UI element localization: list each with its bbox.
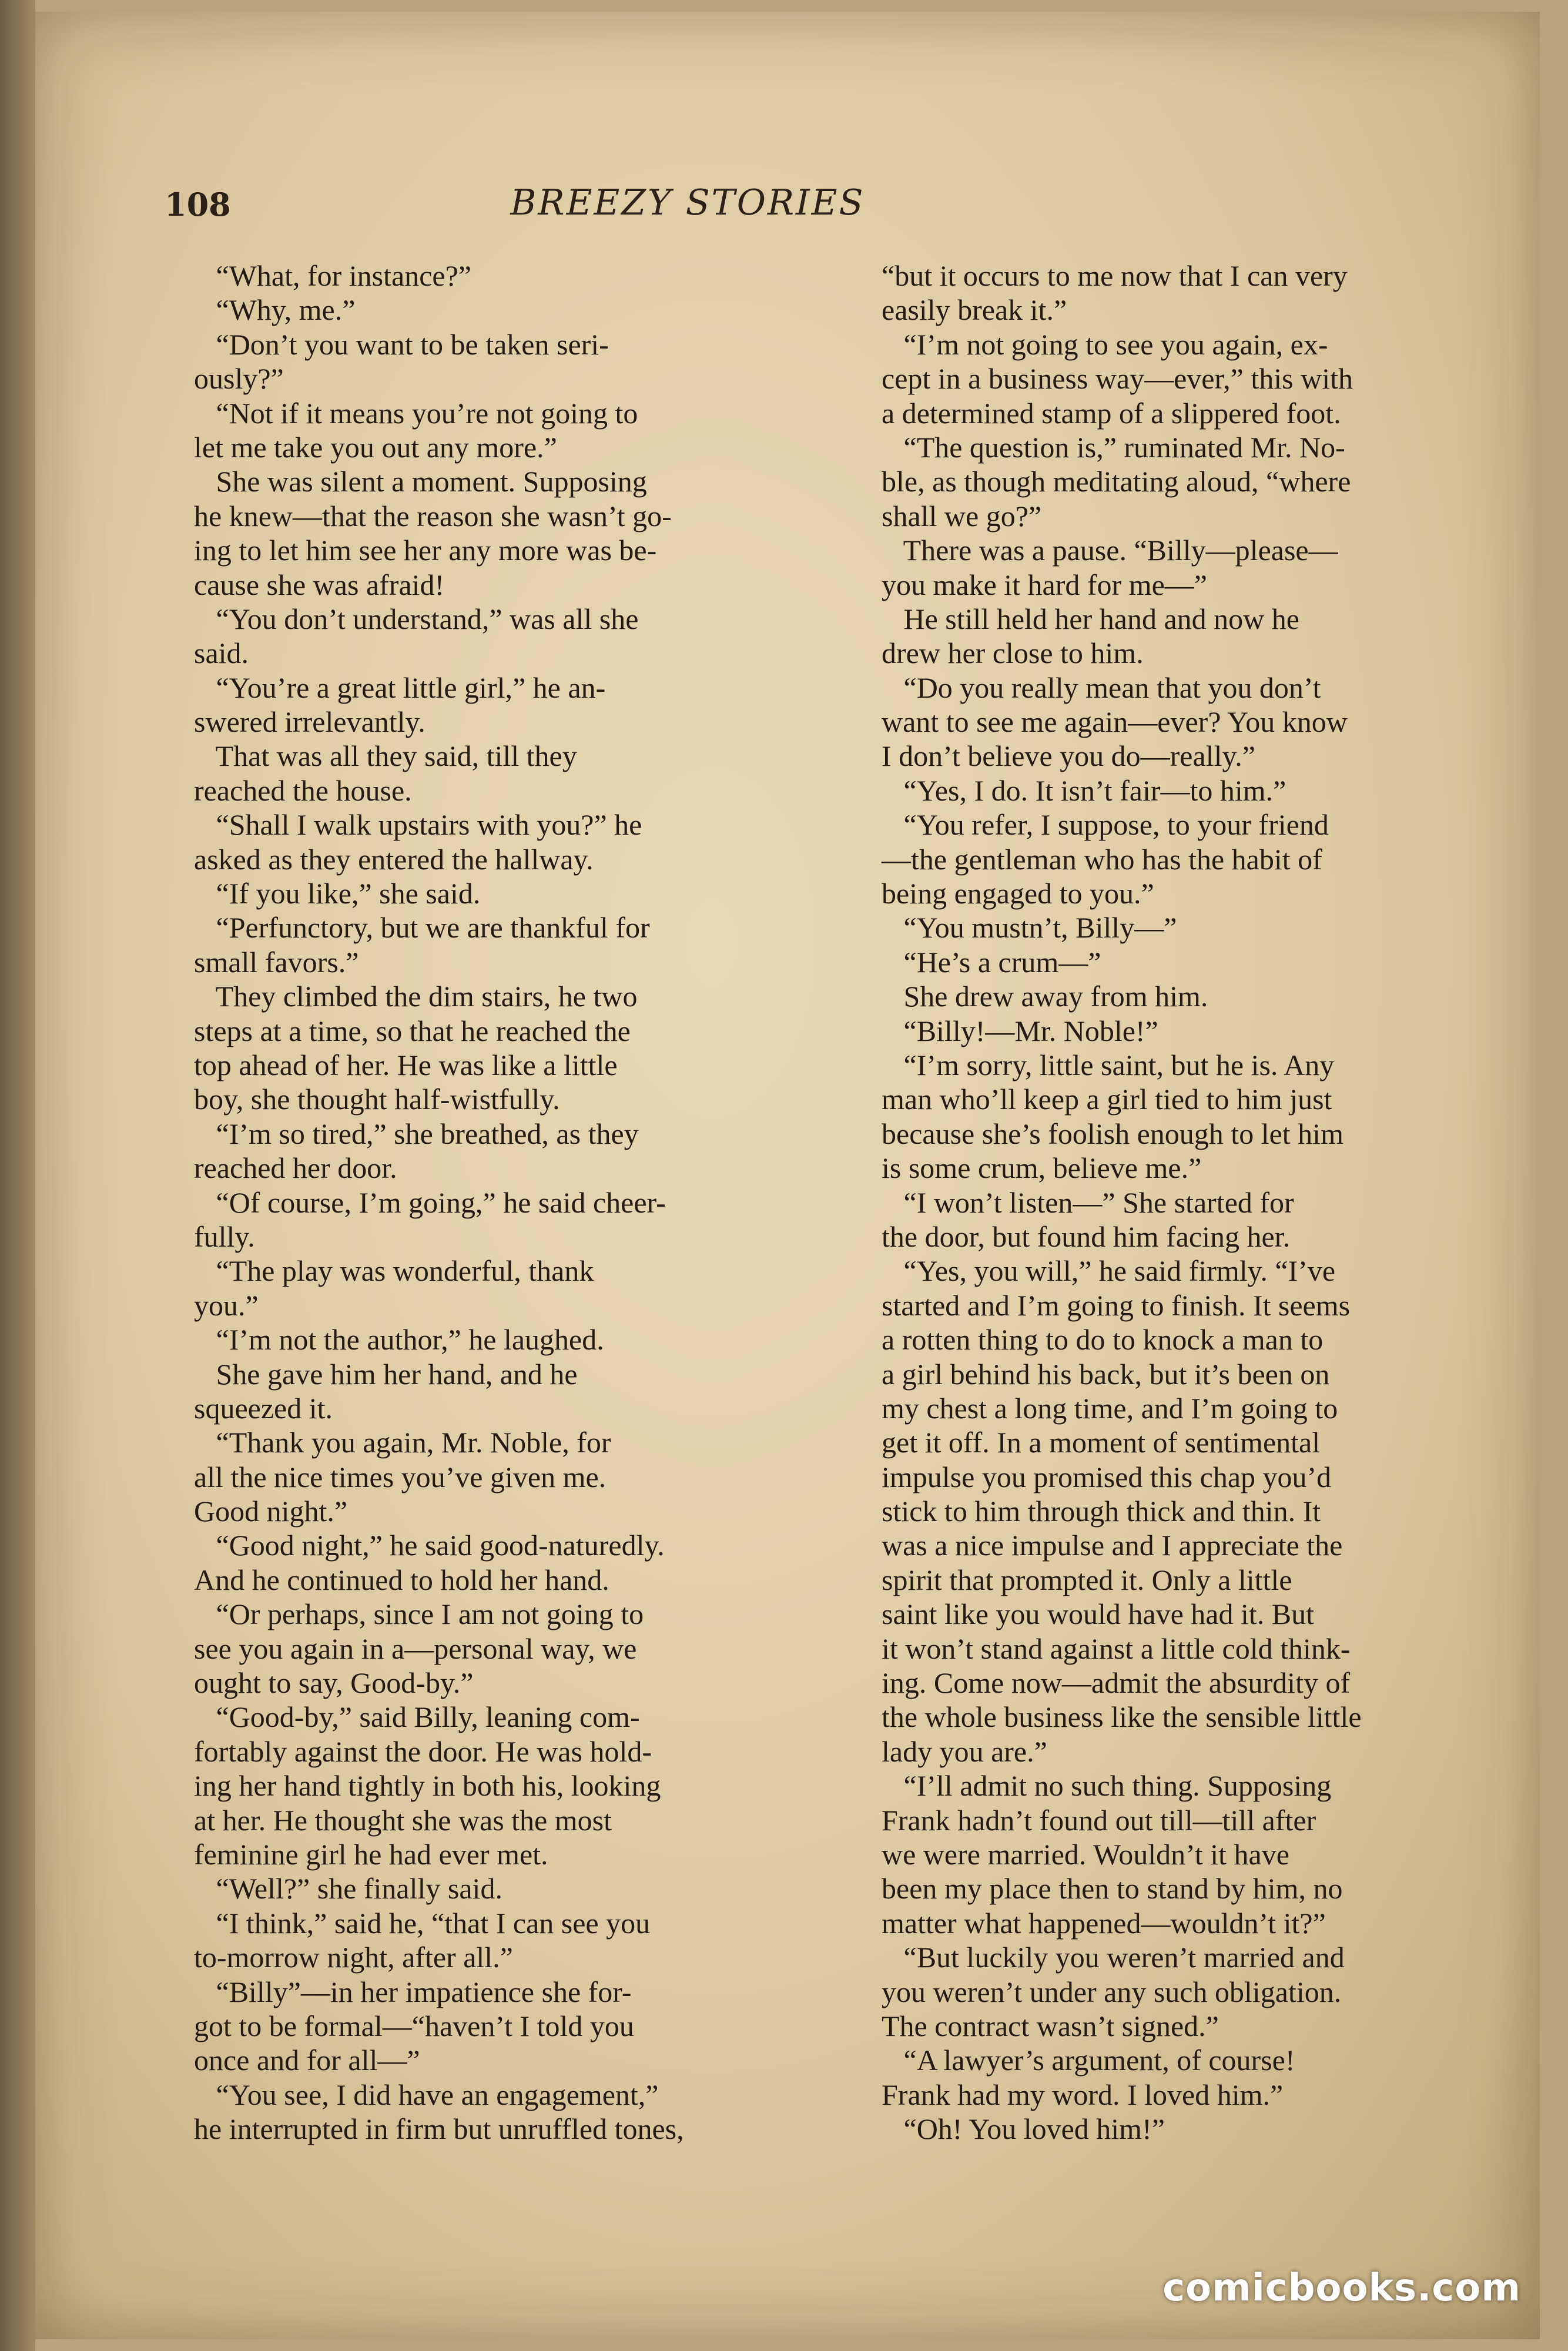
text-line: “Why, me.” xyxy=(194,293,356,327)
text-line: “Good night,” he said good-naturedly. xyxy=(194,1529,665,1562)
text-line: “The question is,” ruminated Mr. No- xyxy=(882,430,1345,464)
text-line: was a nice impulse and I appreciate the xyxy=(882,1529,1343,1562)
text-line: once and for all—” xyxy=(194,2044,420,2077)
text-line: you make it hard for me—” xyxy=(882,568,1207,601)
text-line: steps at a time, so that he reached the xyxy=(194,1014,631,1047)
text-line: fortably against the door. He was hold- xyxy=(194,1734,652,1768)
text-line: “Yes, I do. It isn’t fair—to him.” xyxy=(882,773,1286,807)
text-line: “Or perhaps, since I am not going to xyxy=(194,1598,644,1631)
text-line: to-morrow night, after all.” xyxy=(194,1941,513,1974)
text-line: a girl behind his back, but it’s been on xyxy=(882,1357,1330,1391)
text-line: matter what happened—wouldn’t it?” xyxy=(882,1906,1326,1940)
text-line: “A lawyer’s argument, of course! xyxy=(882,2044,1295,2077)
text-line: ously?” xyxy=(194,362,284,396)
text-line: “but it occurs to me now that I can very xyxy=(882,259,1348,292)
text-line: cause she was afraid! xyxy=(194,568,445,601)
text-line: —the gentleman who has the habit of xyxy=(882,842,1322,876)
text-line: “Of course, I’m going,” he said cheer- xyxy=(194,1185,666,1219)
text-line: the whole business like the sensible little xyxy=(882,1700,1362,1734)
text-line: swered irrelevantly. xyxy=(194,705,425,739)
text-line: She was silent a moment. Supposing xyxy=(194,465,647,498)
text-line: all the nice times you’ve given me. xyxy=(194,1460,607,1493)
text-line: drew her close to him. xyxy=(882,637,1144,670)
text-line: The contract wasn’t signed.” xyxy=(882,2009,1219,2042)
text-line: Frank hadn’t found out till—till after xyxy=(882,1803,1316,1837)
text-line: ing to let him see her any more was be- xyxy=(194,534,657,567)
text-line: impulse you promised this chap you’d xyxy=(882,1460,1332,1493)
text-line: get it off. In a moment of sentimental xyxy=(882,1426,1321,1459)
text-line: “He’s a crum—” xyxy=(882,945,1101,979)
text-line: She gave him her hand, and he xyxy=(194,1357,578,1391)
text-line: “I’ll admit no such thing. Supposing xyxy=(882,1769,1332,1803)
text-line: asked as they entered the hallway. xyxy=(194,842,594,876)
text-line: ing. Come now—admit the absurdity of xyxy=(882,1666,1351,1700)
text-line: a determined stamp of a slippered foot. xyxy=(882,396,1341,430)
text-line: “Billy!—Mr. Noble!” xyxy=(882,1014,1158,1047)
running-title: BREEZY STORIES xyxy=(510,182,865,223)
text-line: They climbed the dim stairs, he two xyxy=(194,980,638,1013)
text-line: ought to say, Good-by.” xyxy=(194,1666,474,1700)
text-line: ing her hand tightly in both his, looking xyxy=(194,1769,661,1803)
text-line: “You’re a great little girl,” he an- xyxy=(194,671,606,704)
text-line: “I’m so tired,” she breathed, as they xyxy=(194,1117,639,1150)
text-line: “I’m sorry, little saint, but he is. Any xyxy=(882,1048,1335,1081)
text-line: “The play was wonderful, thank xyxy=(194,1254,594,1288)
text-line: started and I’m going to finish. It seems xyxy=(882,1288,1351,1322)
text-line: reached the house. xyxy=(194,773,412,807)
text-line: you.” xyxy=(194,1288,259,1322)
text-line: is some crum, believe me.” xyxy=(882,1151,1202,1185)
text-line: the door, but found him facing her. xyxy=(882,1220,1291,1253)
text-line: we were married. Wouldn’t it have xyxy=(882,1837,1289,1871)
text-line: “Oh! You loved him!” xyxy=(882,2112,1165,2146)
text-line: “Yes, you will,” he said firmly. “I’ve xyxy=(882,1254,1336,1288)
text-line: small favors.” xyxy=(194,945,359,979)
text-line: been my place then to stand by him, no xyxy=(882,1872,1343,1905)
text-line: he interrupted in firm but unruffled tones, xyxy=(194,2112,684,2146)
page-binding-edge xyxy=(0,0,35,2351)
text-line: man who’ll keep a girl tied to him just xyxy=(882,1083,1332,1116)
text-line: “I won’t listen—” She started for xyxy=(882,1185,1294,1219)
text-line: “Well?” she finally said. xyxy=(194,1872,502,1905)
text-line: “What, for instance?” xyxy=(194,259,471,292)
text-line: “You mustn’t, Billy—” xyxy=(882,911,1177,945)
text-line: he knew—that the reason she wasn’t go- xyxy=(194,499,672,533)
text-line: “Billy”—in her impatience she for- xyxy=(194,1975,632,2008)
text-line: feminine girl he had ever met. xyxy=(194,1837,548,1871)
text-line: top ahead of her. He was like a little xyxy=(194,1048,618,1081)
text-line: shall we go?” xyxy=(882,499,1042,533)
text-line: got to be formal—“haven’t I told you xyxy=(194,2009,634,2042)
text-line: being engaged to you.” xyxy=(882,877,1154,910)
text-line: fully. xyxy=(194,1220,255,1253)
text-line: Good night.” xyxy=(194,1495,348,1528)
text-line: “You refer, I suppose, to your friend xyxy=(882,808,1329,842)
page-number: 108 xyxy=(165,186,231,223)
text-line: “Not if it means you’re not going to xyxy=(194,396,638,430)
text-line: because she’s foolish enough to let him xyxy=(882,1117,1343,1150)
text-line: a rotten thing to do to knock a man to xyxy=(882,1323,1324,1357)
text-line: cept in a business way—ever,” this with xyxy=(882,362,1353,396)
text-line: “But luckily you weren’t married and xyxy=(882,1941,1345,1974)
text-line: squeezed it. xyxy=(194,1391,333,1425)
text-line: said. xyxy=(194,637,249,670)
text-line: ble, as though meditating aloud, “where xyxy=(882,465,1351,498)
text-line: “Thank you again, Mr. Noble, for xyxy=(194,1426,611,1459)
text-line: And he continued to hold her hand. xyxy=(194,1563,609,1596)
text-line: my chest a long time, and I’m going to xyxy=(882,1391,1338,1425)
text-line: “Do you really mean that you don’t xyxy=(882,671,1321,704)
text-line: it won’t stand against a little cold think- xyxy=(882,1632,1351,1665)
page-header xyxy=(165,182,1211,235)
site-watermark: comicbooks.com xyxy=(1162,2266,1521,2310)
text-line: He still held her hand and now he xyxy=(882,602,1299,635)
text-line: “Perfunctory, but we are thankful for xyxy=(194,911,650,945)
text-line: Frank had my word. I loved him.” xyxy=(882,2078,1284,2111)
text-line: “I’m not going to see you again, ex- xyxy=(882,327,1328,361)
text-line: That was all they said, till they xyxy=(194,739,577,773)
text-line: There was a pause. “Billy—please— xyxy=(882,534,1338,567)
text-line: see you again in a—personal way, we xyxy=(194,1632,637,1665)
text-line: I don’t believe you do—really.” xyxy=(882,739,1255,773)
text-line: let me take you out any more.” xyxy=(194,430,557,464)
text-line: lady you are.” xyxy=(882,1734,1047,1768)
text-line: “I’m not the author,” he laughed. xyxy=(194,1323,604,1357)
text-line: boy, she thought half-wistfully. xyxy=(194,1083,560,1116)
text-line: want to see me again—ever? You know xyxy=(882,705,1348,739)
text-line: at her. He thought she was the most xyxy=(194,1803,612,1837)
text-line: easily break it.” xyxy=(882,293,1067,327)
text-line: reached her door. xyxy=(194,1151,397,1185)
text-line: “Good-by,” said Billy, leaning com- xyxy=(194,1700,640,1734)
left-text-column xyxy=(194,259,840,2146)
text-line: “Don’t you want to be taken seri- xyxy=(194,327,609,361)
text-line: “If you like,” she said. xyxy=(194,877,481,910)
text-line: “I think,” said he, “that I can see you xyxy=(194,1906,651,1940)
text-line: you weren’t under any such obligation. xyxy=(882,1975,1342,2008)
text-line: spirit that prompted it. Only a little xyxy=(882,1563,1292,1596)
text-line: stick to him through thick and thin. It xyxy=(882,1495,1321,1528)
text-line: She drew away from him. xyxy=(882,980,1208,1013)
text-line: saint like you would have had it. But xyxy=(882,1598,1315,1631)
text-line: “Shall I walk upstairs with you?” he xyxy=(194,808,642,842)
right-text-column xyxy=(882,259,1528,2146)
text-line: “You don’t understand,” was all she xyxy=(194,602,639,635)
text-line: “You see, I did have an engagement,” xyxy=(194,2078,659,2111)
